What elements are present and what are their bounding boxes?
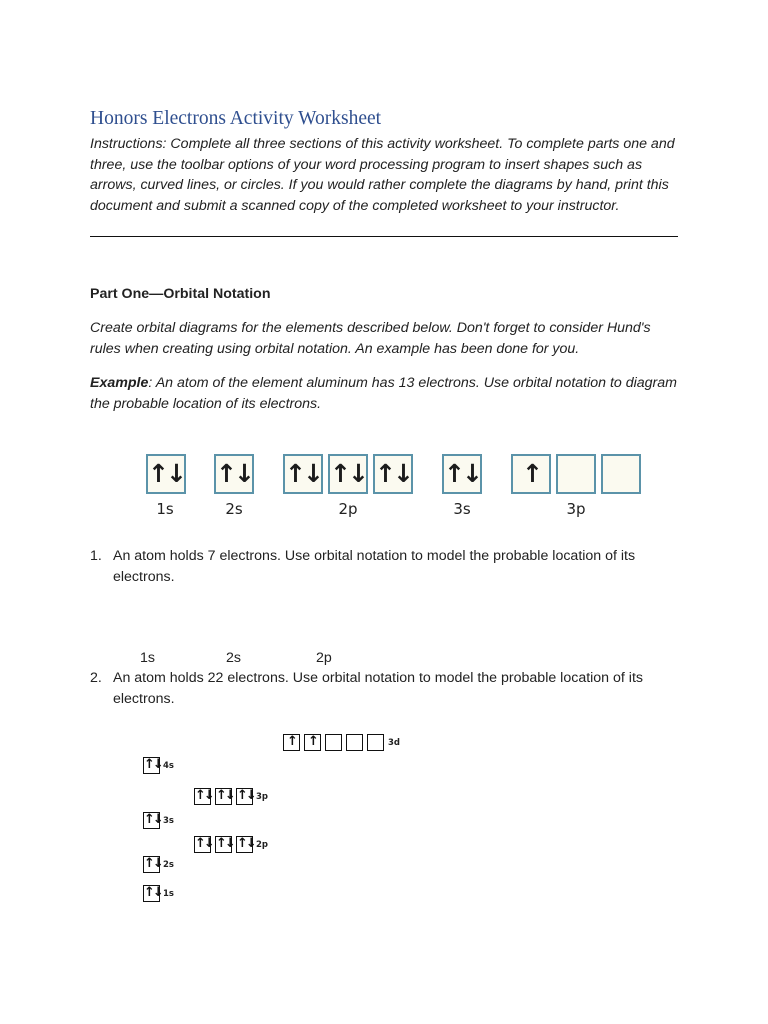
q2-label-2s: 2s (163, 860, 174, 870)
orbital-label-3p: 3p (566, 500, 586, 518)
question-2-number: 2. (90, 670, 102, 686)
q2-box-3d-4 (346, 734, 363, 751)
example-label: Example (90, 375, 149, 391)
header-divider (90, 236, 678, 237)
orbital-label-3s: 3s (453, 500, 471, 518)
question-1-text: An atom holds 7 electrons. Use orbital notation to model the probable location of its electrons. (113, 548, 636, 585)
question-1 (90, 546, 690, 588)
orbital-box-3s: ↑↓ (442, 454, 482, 494)
orbital-label-1s: 1s (156, 500, 174, 518)
orbital-box-1s: ↑↓ (146, 454, 186, 494)
orbital-box-3p-3 (601, 454, 641, 494)
q2-label-4s: 4s (163, 761, 174, 771)
example-text: : An atom of the element aluminum has 13 electrons. Use orbital notation to diagram the probable location of its electrons. (90, 375, 677, 412)
instructions-paragraph: Instructions: Complete all three sections of this activity worksheet. To complete parts one and three, use the toolbar options of your word processing program to insert shapes such as arrows, curved lines, or circles. If you would rather complete the diagrams by hand, print this document and submit a scanned copy of the completed worksheet to your instructor. (90, 136, 675, 214)
worksheet-title: Honors Electrons Activity Worksheet (90, 108, 382, 129)
q2-box-3p-1: ↑↓ (195, 788, 213, 803)
orbital-box-3p-2 (556, 454, 596, 494)
q2-label-3p: 3p (256, 792, 268, 802)
part-one-intro: Create orbital diagrams for the elements described below. Don't forget to consider Hund's rules when creating using orbital notation. An example has been done for you. (90, 320, 651, 357)
question-2 (90, 668, 690, 710)
orbital-label-2p: 2p (338, 500, 358, 518)
q2-label-3s: 3s (163, 816, 174, 826)
q2-box-3p-3: ↑↓ (237, 788, 255, 803)
q2-box-3d-2: ↑ (304, 734, 321, 751)
q2-box-2p-3: ↑↓ (237, 836, 255, 851)
q1-label-2s: 2s (226, 650, 241, 666)
q2-box-3d-5 (367, 734, 384, 751)
q2-box-4s: ↑↓ (144, 757, 162, 772)
orbital-label-2s: 2s (225, 500, 243, 518)
orbital-box-2p-3: ↑↓ (373, 454, 413, 494)
q2-box-3d-3 (325, 734, 342, 751)
q2-label-2p: 2p (256, 840, 268, 850)
q2-box-2s: ↑↓ (144, 856, 162, 871)
example-paragraph (90, 373, 680, 415)
q2-box-3d-1: ↑ (283, 734, 300, 751)
q2-box-2p-2: ↑↓ (216, 836, 234, 851)
q1-label-2p: 2p (316, 650, 332, 666)
q2-box-2p-1: ↑↓ (195, 836, 213, 851)
part-one-heading: Part One—Orbital Notation (90, 286, 271, 302)
orbital-box-2p-2: ↑↓ (328, 454, 368, 494)
q2-label-1s: 1s (163, 889, 174, 899)
q2-box-1s: ↑↓ (144, 885, 162, 900)
orbital-box-2p-1: ↑↓ (283, 454, 323, 494)
q1-label-1s: 1s (140, 650, 155, 666)
q2-box-3p-2: ↑↓ (216, 788, 234, 803)
orbital-box-3p-1: ↑ (511, 454, 551, 494)
question-1-number: 1. (90, 548, 102, 564)
question-2-text: An atom holds 22 electrons. Use orbital notation to model the probable location of its electrons. (113, 670, 643, 707)
orbital-box-2s: ↑↓ (214, 454, 254, 494)
q2-label-3d: 3d (388, 738, 400, 748)
q2-box-3s: ↑↓ (144, 812, 162, 827)
